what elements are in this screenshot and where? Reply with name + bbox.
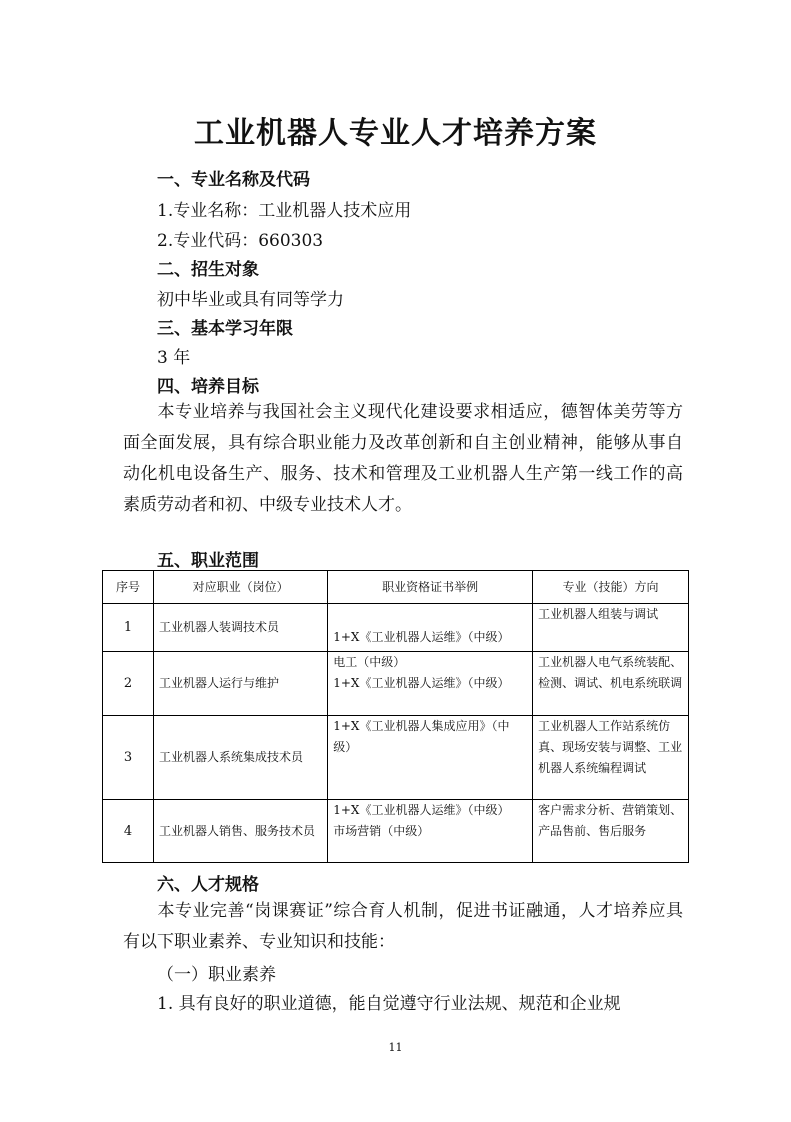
header-job: 对应职业（岗位） (153, 571, 327, 604)
row-direction: 工业机器人电气系统装配、检测、调试、机电系统联调 (533, 652, 689, 716)
table-row (103, 604, 689, 652)
section-1-heading: 一、专业名称及代码 (157, 170, 310, 190)
row-cert-line: 电工（中级） (333, 655, 406, 669)
header-cert: 职业资格证书举例 (328, 571, 533, 604)
section-4-heading: 四、培养目标 (157, 377, 259, 397)
talent-spec-text: 本专业完善“岗课赛证”综合育人机制，促进书证融通，人才培养应具有以下职业素养、专业知识和技能： (123, 901, 683, 952)
training-goal-paragraph (123, 397, 683, 521)
table-header-row (103, 571, 689, 604)
talent-spec-paragraph (123, 896, 683, 958)
major-code: 2.专业代码：660303 (157, 231, 324, 251)
row-cert (328, 652, 533, 716)
header-direction: 专业（技能）方向 (533, 571, 689, 604)
major-name: 1.专业名称：工业机器人技术应用 (157, 201, 412, 221)
table-row (103, 652, 689, 716)
row-no: 1 (103, 604, 154, 652)
header-no: 序号 (103, 571, 154, 604)
row-cert-line: 1+X《工业机器人运维》（中级） (333, 676, 510, 690)
subsection-professional-quality: （一）职业素养 (157, 965, 276, 985)
row-no: 2 (103, 652, 154, 716)
list-item: 1. 具有良好的职业道德，能自觉遵守行业法规、规范和企业规 (157, 994, 621, 1014)
row-cert-line: 市场营销（中级） (333, 824, 430, 838)
row-no: 3 (103, 716, 154, 800)
document-title: 工业机器人专业人才培养方案 (194, 116, 597, 151)
table-row (103, 800, 689, 863)
row-cert-line: 1+X《工业机器人运维》（中级） (333, 803, 510, 817)
table-row (103, 716, 689, 800)
page-number: 11 (388, 1041, 403, 1054)
section-2-heading: 二、招生对象 (157, 260, 259, 280)
row-direction: 工业机器人组装与调试 (533, 604, 689, 652)
row-cert: 1+X《工业机器人集成应用》（中级） (328, 716, 533, 800)
study-years: 3 年 (157, 348, 191, 368)
training-goal-text: 本专业培养与我国社会主义现代化建设要求相适应，德智体美劳等方面全面发展，具有综合职业能力及改革创新和自主创业精神，能够从事自动化机电设备生产、服务、技术和管理及工业机器人生产第一线工作的高素质劳动者和初、中级专业技术人才。 (123, 402, 683, 515)
row-cert: 1+X《工业机器人运维》（中级） (328, 604, 533, 652)
row-direction: 工业机器人工作站系统仿真、现场安装与调整、工业机器人系统编程调试 (533, 716, 689, 800)
row-job: 工业机器人系统集成技术员 (153, 716, 327, 800)
row-direction: 客户需求分析、营销策划、产品售前、售后服务 (533, 800, 689, 863)
section-6-heading: 六、人才规格 (157, 875, 259, 895)
career-scope-table (102, 570, 689, 863)
section-3-heading: 三、基本学习年限 (157, 319, 293, 339)
row-cert (328, 800, 533, 863)
row-job: 工业机器人运行与维护 (153, 652, 327, 716)
row-no: 4 (103, 800, 154, 863)
enrollment-target: 初中毕业或具有同等学力 (157, 290, 344, 310)
row-job: 工业机器人销售、服务技术员 (153, 800, 327, 863)
row-job: 工业机器人装调技术员 (153, 604, 327, 652)
section-5-heading: 五、职业范围 (157, 551, 259, 571)
